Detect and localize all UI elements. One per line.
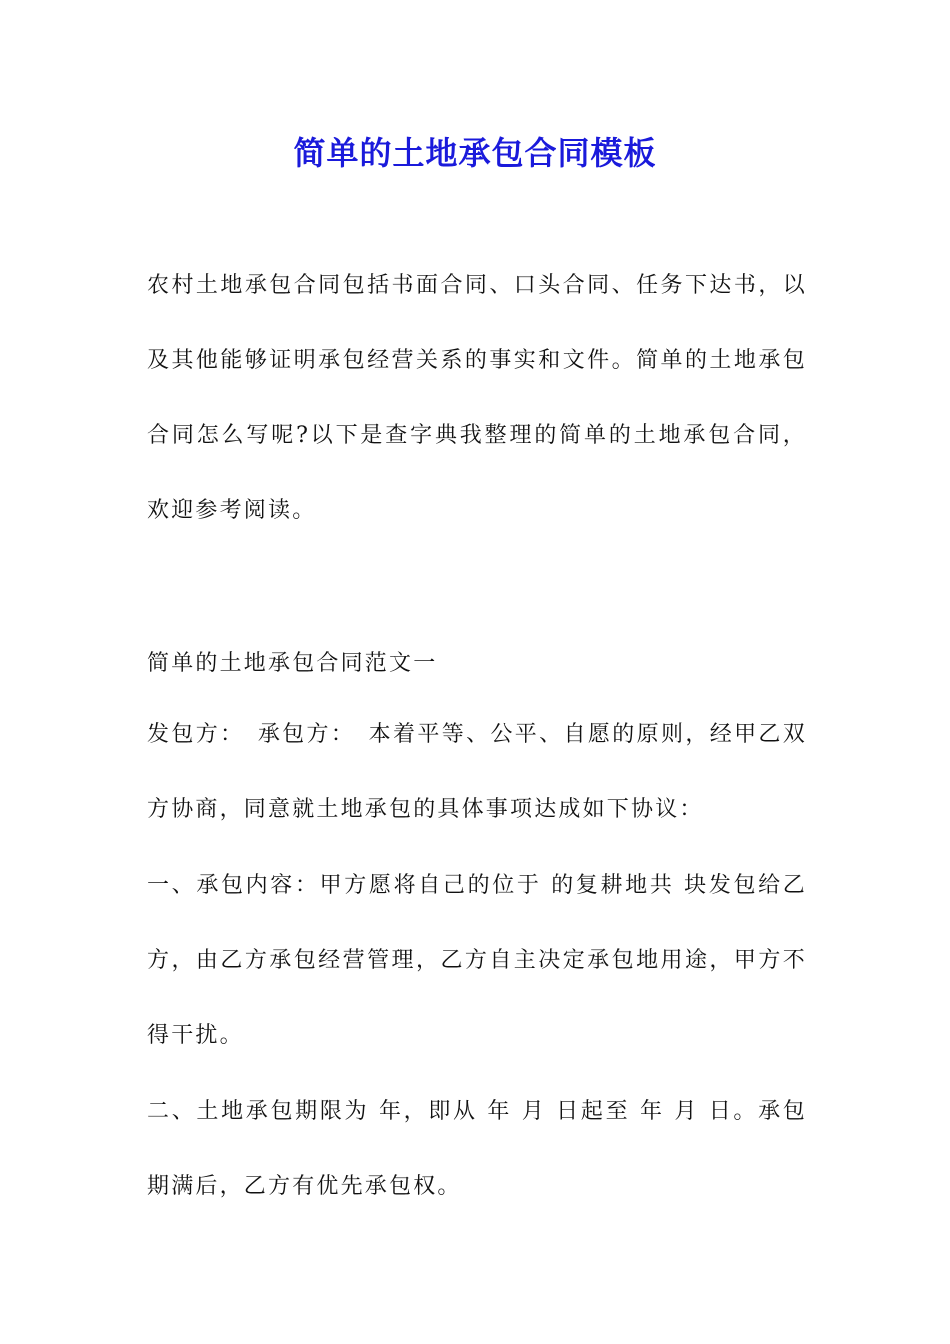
contract-paragraph-content: 一、承包内容：甲方愿将自己的位于 的复耕地共 块发包给乙方，由乙方承包经营管理，乙方自主决定承包地用途，甲方不得干扰。 [147,873,807,1048]
section-heading: 简单的土地承包合同范文一 [147,651,438,676]
document-title: 简单的土地承包合同模板 [293,134,657,172]
contract-paragraph-term: 二、土地承包期限为 年，即从 年 月 日起至 年 月 日。承包期满后，乙方有优先承包权。 [147,1099,807,1199]
intro-paragraph: 农村土地承包合同包括书面合同、口头合同、任务下达书，以及其他能够证明承包经营关系的事实和文件。简单的土地承包合同怎么写呢?以下是查字典我整理的简单的土地承包合同，欢迎参考阅读。 [147,273,807,523]
contract-paragraph-parties: 发包方： 承包方： 本着平等、公平、自愿的原则，经甲乙双方协商，同意就土地承包的具体事项达成如下协议： [147,722,807,822]
